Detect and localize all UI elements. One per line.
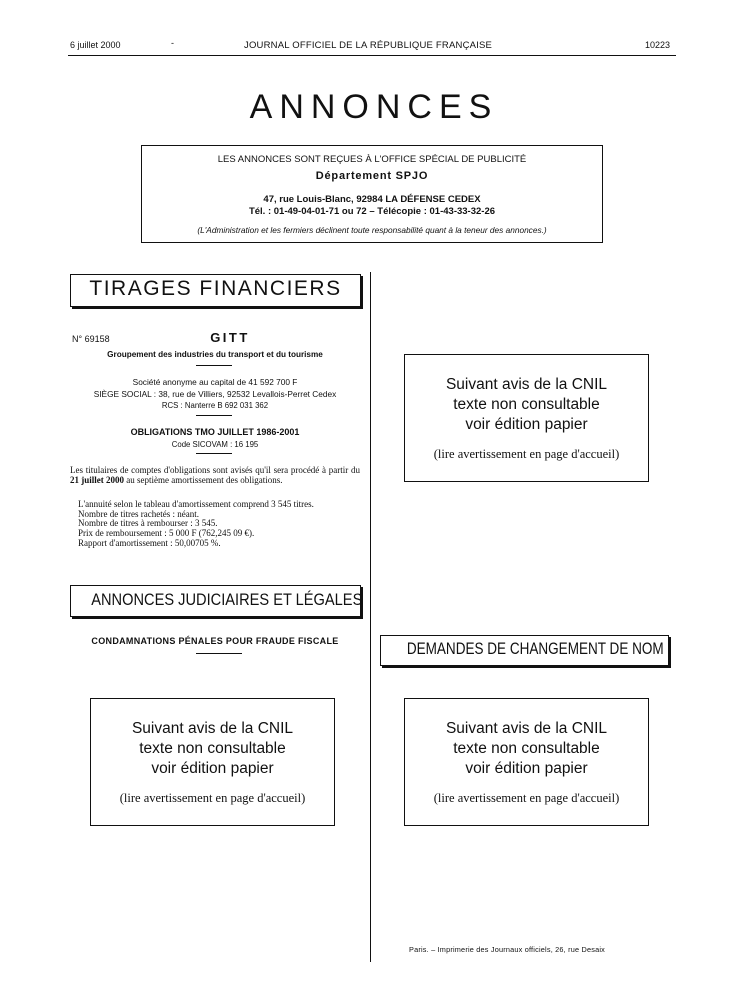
- detail-line: L'annuité selon le tableau d'amortissement comprend 3 545 titres.: [78, 499, 314, 509]
- detail-line: Nombre de titres rachetés : néant.: [78, 508, 199, 519]
- header-date: 6 juillet 2000: [70, 40, 121, 50]
- separator-rule: [196, 453, 232, 454]
- header-mark: -: [171, 38, 174, 48]
- detail-line: Nombre de titres à rembourser : 3 545.: [78, 518, 218, 529]
- info-address: 47, rue Louis-Blanc, 92984 LA DÉFENSE CEDEX: [263, 194, 481, 205]
- company-capital: Société anonyme au capital de 41 592 700 F: [132, 377, 298, 387]
- company-name: GITT: [210, 330, 250, 345]
- cnil-line: texte non consultable: [453, 740, 600, 757]
- page-title: ANNONCES: [249, 88, 499, 126]
- column-divider: [370, 272, 371, 962]
- section-heading-tirages: [70, 274, 361, 307]
- cnil-line: voir édition papier: [465, 760, 588, 777]
- detail-line: Prix de remboursement : 5 000 F (762,245 09 €).: [78, 528, 255, 539]
- info-disclaimer: (L'Administration et les fermiers déclinent toute responsabilité quant à la teneur des annonces.): [197, 225, 547, 235]
- subsection-condamnations: CONDAMNATIONS PÉNALES POUR FRAUDE FISCALE: [91, 636, 339, 646]
- cnil-line: voir édition papier: [151, 760, 274, 777]
- announcement-number: N° 69158: [72, 334, 110, 344]
- section-heading-tirages-label: TIRAGES FINANCIERS: [89, 277, 342, 300]
- cnil-notice-box: [90, 698, 335, 826]
- cnil-line: Suivant avis de la CNIL: [445, 376, 608, 393]
- cnil-line: texte non consultable: [139, 740, 286, 757]
- cnil-warning: (lire avertissement en page d'accueil): [119, 791, 306, 805]
- paragraph-text-end: au septième amortissement des obligations.: [124, 474, 283, 485]
- sicovam-code: Code SICOVAM : 16 195: [171, 440, 259, 449]
- cnil-warning: (lire avertissement en page d'accueil): [433, 791, 620, 805]
- cnil-line: texte non consultable: [453, 396, 600, 413]
- info-department: Département SPJO: [315, 170, 429, 182]
- cnil-line: Suivant avis de la CNIL: [445, 720, 608, 737]
- info-reception-line: LES ANNONCES SONT REÇUES À L'OFFICE SPÉCIAL DE PUBLICITÉ: [217, 154, 527, 165]
- paragraph-text-start: Les titulaires de comptes d'obligations sont avisés qu'il sera procédé à partir du: [70, 465, 360, 475]
- printer-footer: Paris. – Imprimerie des Journaux officiels, 26, rue Desaix: [409, 945, 605, 954]
- info-telephone: Tél. : 01-49-04-01-71 ou 72 – Télécopie : 01-43-33-32-26: [248, 206, 496, 217]
- company-full-name: Groupement des industries du transport et du tourisme: [107, 350, 323, 359]
- cnil-line: Suivant avis de la CNIL: [131, 720, 294, 737]
- separator-rule: [196, 365, 232, 366]
- section-heading-demandes-label: DEMANDES DE CHANGEMENT DE NOM: [406, 640, 664, 658]
- cnil-notice-box: [404, 698, 649, 826]
- company-rcs: RCS : Nanterre B 692 031 362: [161, 401, 269, 410]
- section-heading-judiciaires: [70, 585, 361, 617]
- cnil-warning: (lire avertissement en page d'accueil): [433, 447, 620, 461]
- section-heading-demandes: [380, 635, 669, 666]
- obligations-title: OBLIGATIONS TMO JUILLET 1986-2001: [130, 427, 300, 437]
- page-number: 10223: [645, 40, 671, 50]
- section-heading-judiciaires-label: ANNONCES JUDICIAIRES ET LÉGALES: [91, 590, 363, 609]
- separator-rule: [196, 653, 242, 654]
- cnil-line: voir édition papier: [465, 416, 588, 433]
- separator-rule: [196, 415, 232, 416]
- journal-title: JOURNAL OFFICIEL DE LA RÉPUBLIQUE FRANÇAISE: [244, 40, 493, 51]
- amortization-details: [78, 500, 360, 549]
- detail-line: Rapport d'amortissement : 50,00705 %.: [78, 537, 221, 548]
- publicity-info-box: [141, 145, 603, 243]
- paragraph-date: 21 juillet 2000: [70, 474, 124, 485]
- header-rule: [68, 55, 676, 56]
- announcement-paragraph: [70, 466, 360, 486]
- company-headquarters: SIÈGE SOCIAL : 38, rue de Villiers, 92532 Levallois-Perret Cedex: [93, 389, 337, 399]
- cnil-notice-box: [404, 354, 649, 482]
